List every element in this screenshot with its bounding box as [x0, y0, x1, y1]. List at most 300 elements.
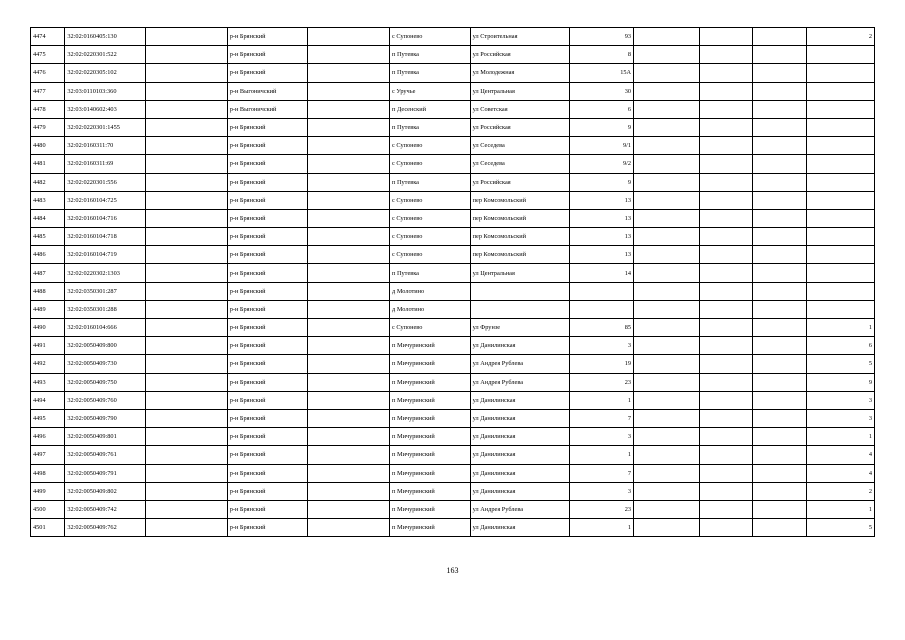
empty-cell [753, 428, 807, 446]
table-row [31, 191, 875, 209]
empty-cell [146, 46, 228, 64]
empty-cell [753, 137, 807, 155]
empty-cell [634, 428, 700, 446]
street-cell: ул Центральная [470, 264, 569, 282]
street-cell [470, 282, 569, 300]
empty-cell [308, 137, 390, 155]
apartment-number-cell [807, 64, 875, 82]
empty-cell [699, 191, 753, 209]
empty-cell [753, 319, 807, 337]
apartment-number-cell: 3 [807, 391, 875, 409]
locality-cell: п Путевка [390, 264, 471, 282]
street-cell: ул Российская [470, 46, 569, 64]
apartment-number-cell: 6 [807, 337, 875, 355]
table-row [31, 209, 875, 227]
empty-cell [634, 300, 700, 318]
street-cell: ул Фрунзе [470, 319, 569, 337]
cadastral-number-cell: 32:02:0050409:790 [65, 409, 146, 427]
empty-cell [308, 409, 390, 427]
street-cell: ул Данилинская [470, 337, 569, 355]
empty-cell [308, 519, 390, 537]
empty-cell [634, 155, 700, 173]
district-cell: р-н Брянский [227, 64, 308, 82]
apartment-number-cell: 9 [807, 373, 875, 391]
empty-cell [699, 391, 753, 409]
house-number-cell: 14 [569, 264, 634, 282]
table-row [31, 100, 875, 118]
cadastral-number-cell: 32:02:0050409:761 [65, 446, 146, 464]
row-number-cell: 4493 [31, 373, 65, 391]
empty-cell [308, 446, 390, 464]
locality-cell: с Супонево [390, 246, 471, 264]
apartment-number-cell: 1 [807, 319, 875, 337]
empty-cell [308, 319, 390, 337]
row-number-cell: 4481 [31, 155, 65, 173]
empty-cell [753, 64, 807, 82]
cadastral-number-cell: 32:02:0050409:750 [65, 373, 146, 391]
locality-cell: с Супонево [390, 209, 471, 227]
apartment-number-cell [807, 246, 875, 264]
cadastral-number-cell: 32:02:0220305:102 [65, 64, 146, 82]
locality-cell: п Мичуринский [390, 446, 471, 464]
locality-cell: п Мичуринский [390, 337, 471, 355]
apartment-number-cell [807, 209, 875, 227]
district-cell: р-н Брянский [227, 209, 308, 227]
district-cell: р-н Брянский [227, 446, 308, 464]
house-number-cell: 13 [569, 228, 634, 246]
cadastral-number-cell: 32:02:0050409:762 [65, 519, 146, 537]
empty-cell [308, 500, 390, 518]
empty-cell [753, 519, 807, 537]
locality-cell: с Супонево [390, 28, 471, 46]
empty-cell [634, 228, 700, 246]
empty-cell [699, 300, 753, 318]
cadastral-number-cell: 32:02:0050409:730 [65, 355, 146, 373]
empty-cell [634, 391, 700, 409]
cadastral-number-cell: 32:02:0160104:725 [65, 191, 146, 209]
empty-cell [634, 446, 700, 464]
street-cell: ул Данилинская [470, 464, 569, 482]
apartment-number-cell [807, 191, 875, 209]
empty-cell [699, 46, 753, 64]
house-number-cell: 23 [569, 373, 634, 391]
row-number-cell: 4488 [31, 282, 65, 300]
apartment-number-cell [807, 155, 875, 173]
empty-cell [753, 391, 807, 409]
house-number-cell: 85 [569, 319, 634, 337]
empty-cell [634, 246, 700, 264]
street-cell: ул Данилинская [470, 409, 569, 427]
empty-cell [634, 209, 700, 227]
district-cell: р-н Брянский [227, 409, 308, 427]
table-row [31, 173, 875, 191]
apartment-number-cell: 2 [807, 482, 875, 500]
cadastral-number-cell: 32:03:0110103:360 [65, 82, 146, 100]
table-body [31, 28, 875, 537]
street-cell: ул Сеседева [470, 137, 569, 155]
table-row [31, 118, 875, 136]
empty-cell [146, 391, 228, 409]
locality-cell: п Мичуринский [390, 464, 471, 482]
empty-cell [146, 464, 228, 482]
row-number-cell: 4498 [31, 464, 65, 482]
house-number-cell: 8 [569, 46, 634, 64]
apartment-number-cell: 5 [807, 355, 875, 373]
row-number-cell: 4479 [31, 118, 65, 136]
registry-table [30, 27, 875, 537]
street-cell: пер Комсомольский [470, 228, 569, 246]
empty-cell [308, 373, 390, 391]
row-number-cell: 4495 [31, 409, 65, 427]
empty-cell [634, 337, 700, 355]
empty-cell [634, 137, 700, 155]
locality-cell: п Мичуринский [390, 519, 471, 537]
street-cell: ул Российская [470, 118, 569, 136]
apartment-number-cell: 4 [807, 464, 875, 482]
empty-cell [146, 500, 228, 518]
house-number-cell: 6 [569, 100, 634, 118]
district-cell: р-н Брянский [227, 191, 308, 209]
empty-cell [699, 409, 753, 427]
house-number-cell: 3 [569, 337, 634, 355]
table-row [31, 64, 875, 82]
row-number-cell: 4483 [31, 191, 65, 209]
house-number-cell: 23 [569, 500, 634, 518]
row-number-cell: 4489 [31, 300, 65, 318]
empty-cell [308, 209, 390, 227]
house-number-cell: 15А [569, 64, 634, 82]
empty-cell [634, 482, 700, 500]
empty-cell [699, 173, 753, 191]
table-row [31, 264, 875, 282]
locality-cell: п Мичуринский [390, 409, 471, 427]
empty-cell [699, 28, 753, 46]
apartment-number-cell [807, 228, 875, 246]
district-cell: р-н Брянский [227, 282, 308, 300]
house-number-cell: 13 [569, 209, 634, 227]
district-cell: р-н Брянский [227, 300, 308, 318]
empty-cell [753, 300, 807, 318]
house-number-cell [569, 300, 634, 318]
house-number-cell: 1 [569, 391, 634, 409]
empty-cell [634, 100, 700, 118]
apartment-number-cell: 1 [807, 428, 875, 446]
district-cell: р-н Брянский [227, 355, 308, 373]
table-row [31, 228, 875, 246]
empty-cell [308, 337, 390, 355]
empty-cell [699, 482, 753, 500]
row-number-cell: 4500 [31, 500, 65, 518]
empty-cell [308, 46, 390, 64]
street-cell: ул Андрея Рублева [470, 500, 569, 518]
empty-cell [753, 355, 807, 373]
empty-cell [753, 446, 807, 464]
locality-cell: п Мичуринский [390, 373, 471, 391]
cadastral-number-cell: 32:02:0050409:791 [65, 464, 146, 482]
empty-cell [753, 28, 807, 46]
district-cell: р-н Выгоничский [227, 82, 308, 100]
street-cell [470, 300, 569, 318]
empty-cell [699, 100, 753, 118]
empty-cell [699, 264, 753, 282]
empty-cell [699, 428, 753, 446]
empty-cell [146, 446, 228, 464]
street-cell: ул Данилинская [470, 446, 569, 464]
empty-cell [634, 409, 700, 427]
empty-cell [699, 446, 753, 464]
empty-cell [146, 191, 228, 209]
apartment-number-cell [807, 137, 875, 155]
empty-cell [308, 118, 390, 136]
cadastral-number-cell: 32:02:0160104:718 [65, 228, 146, 246]
empty-cell [753, 173, 807, 191]
district-cell: р-н Брянский [227, 246, 308, 264]
apartment-number-cell [807, 100, 875, 118]
empty-cell [753, 118, 807, 136]
empty-cell [146, 209, 228, 227]
empty-cell [634, 118, 700, 136]
row-number-cell: 4494 [31, 391, 65, 409]
cadastral-number-cell: 32:02:0160311:70 [65, 137, 146, 155]
empty-cell [699, 337, 753, 355]
table-row [31, 82, 875, 100]
district-cell: р-н Брянский [227, 519, 308, 537]
empty-cell [634, 464, 700, 482]
empty-cell [699, 82, 753, 100]
empty-cell [146, 428, 228, 446]
empty-cell [146, 409, 228, 427]
empty-cell [146, 155, 228, 173]
cadastral-number-cell: 32:02:0350301:287 [65, 282, 146, 300]
street-cell: ул Андрея Рублева [470, 355, 569, 373]
locality-cell: п Путевка [390, 173, 471, 191]
district-cell: р-н Брянский [227, 118, 308, 136]
empty-cell [634, 28, 700, 46]
apartment-number-cell: 5 [807, 519, 875, 537]
apartment-number-cell [807, 118, 875, 136]
table-row [31, 46, 875, 64]
empty-cell [146, 118, 228, 136]
table-row [31, 282, 875, 300]
house-number-cell: 9 [569, 173, 634, 191]
row-number-cell: 4478 [31, 100, 65, 118]
apartment-number-cell [807, 82, 875, 100]
empty-cell [308, 282, 390, 300]
locality-cell: п Мичуринский [390, 500, 471, 518]
street-cell: пер Комсомольский [470, 191, 569, 209]
empty-cell [308, 191, 390, 209]
apartment-number-cell [807, 300, 875, 318]
house-number-cell: 93 [569, 28, 634, 46]
row-number-cell: 4490 [31, 319, 65, 337]
locality-cell: с Супонево [390, 319, 471, 337]
empty-cell [634, 46, 700, 64]
empty-cell [753, 464, 807, 482]
district-cell: р-н Брянский [227, 500, 308, 518]
table-row [31, 355, 875, 373]
empty-cell [308, 228, 390, 246]
empty-cell [753, 191, 807, 209]
empty-cell [308, 82, 390, 100]
table-row [31, 300, 875, 318]
street-cell: ул Данилинская [470, 391, 569, 409]
table-row [31, 373, 875, 391]
empty-cell [699, 155, 753, 173]
locality-cell: с Супонево [390, 155, 471, 173]
empty-cell [308, 246, 390, 264]
locality-cell: с Супонево [390, 228, 471, 246]
empty-cell [753, 228, 807, 246]
district-cell: р-н Брянский [227, 264, 308, 282]
empty-cell [308, 64, 390, 82]
empty-cell [308, 464, 390, 482]
cadastral-number-cell: 32:02:0160405:130 [65, 28, 146, 46]
empty-cell [308, 355, 390, 373]
empty-cell [634, 264, 700, 282]
row-number-cell: 4480 [31, 137, 65, 155]
district-cell: р-н Брянский [227, 391, 308, 409]
apartment-number-cell: 2 [807, 28, 875, 46]
table-row [31, 519, 875, 537]
empty-cell [308, 428, 390, 446]
empty-cell [308, 482, 390, 500]
row-number-cell: 4475 [31, 46, 65, 64]
locality-cell: п Мичуринский [390, 355, 471, 373]
table-row [31, 482, 875, 500]
street-cell: ул Советская [470, 100, 569, 118]
empty-cell [146, 28, 228, 46]
house-number-cell [569, 282, 634, 300]
empty-cell [146, 300, 228, 318]
street-cell: пер Комсомольский [470, 246, 569, 264]
apartment-number-cell [807, 282, 875, 300]
empty-cell [308, 155, 390, 173]
house-number-cell: 9 [569, 118, 634, 136]
empty-cell [146, 64, 228, 82]
cadastral-number-cell: 32:02:0160104:666 [65, 319, 146, 337]
house-number-cell: 1 [569, 446, 634, 464]
apartment-number-cell: 3 [807, 409, 875, 427]
row-number-cell: 4499 [31, 482, 65, 500]
apartment-number-cell [807, 173, 875, 191]
cadastral-number-cell: 32:02:0050409:742 [65, 500, 146, 518]
apartment-number-cell: 1 [807, 500, 875, 518]
street-cell: ул Данилинская [470, 519, 569, 537]
locality-cell: п Путевка [390, 118, 471, 136]
street-cell: ул Данилинская [470, 482, 569, 500]
empty-cell [634, 191, 700, 209]
table-row [31, 246, 875, 264]
empty-cell [699, 137, 753, 155]
cadastral-number-cell: 32:02:0220301:1455 [65, 118, 146, 136]
district-cell: р-н Брянский [227, 46, 308, 64]
empty-cell [699, 500, 753, 518]
empty-cell [146, 337, 228, 355]
house-number-cell: 9/2 [569, 155, 634, 173]
locality-cell: п Путевка [390, 46, 471, 64]
street-cell: ул Сеседева [470, 155, 569, 173]
cadastral-number-cell: 32:02:0350301:288 [65, 300, 146, 318]
empty-cell [146, 137, 228, 155]
district-cell: р-н Брянский [227, 464, 308, 482]
table-row [31, 446, 875, 464]
row-number-cell: 4477 [31, 82, 65, 100]
empty-cell [753, 82, 807, 100]
empty-cell [699, 246, 753, 264]
cadastral-number-cell: 32:02:0050409:800 [65, 337, 146, 355]
table-row [31, 409, 875, 427]
table-row [31, 137, 875, 155]
street-cell: ул Российская [470, 173, 569, 191]
house-number-cell: 7 [569, 409, 634, 427]
table-row [31, 500, 875, 518]
apartment-number-cell [807, 264, 875, 282]
house-number-cell: 13 [569, 191, 634, 209]
empty-cell [753, 409, 807, 427]
empty-cell [146, 100, 228, 118]
empty-cell [634, 519, 700, 537]
empty-cell [308, 264, 390, 282]
district-cell: р-н Брянский [227, 428, 308, 446]
locality-cell: п Путевка [390, 64, 471, 82]
empty-cell [634, 319, 700, 337]
district-cell: р-н Брянский [227, 137, 308, 155]
cadastral-number-cell: 32:02:0050409:760 [65, 391, 146, 409]
empty-cell [699, 519, 753, 537]
house-number-cell: 3 [569, 482, 634, 500]
empty-cell [753, 373, 807, 391]
street-cell: ул Данилинская [470, 428, 569, 446]
empty-cell [146, 228, 228, 246]
locality-cell: п Мичуринский [390, 391, 471, 409]
empty-cell [634, 64, 700, 82]
empty-cell [753, 264, 807, 282]
row-number-cell: 4496 [31, 428, 65, 446]
locality-cell: п Мичуринский [390, 482, 471, 500]
cadastral-number-cell: 32:03:0140602:403 [65, 100, 146, 118]
locality-cell: с Супонево [390, 137, 471, 155]
empty-cell [146, 173, 228, 191]
apartment-number-cell [807, 46, 875, 64]
empty-cell [634, 173, 700, 191]
table-row [31, 428, 875, 446]
empty-cell [146, 282, 228, 300]
row-number-cell: 4501 [31, 519, 65, 537]
empty-cell [753, 337, 807, 355]
empty-cell [634, 373, 700, 391]
page-number: 163 [446, 566, 459, 575]
empty-cell [699, 319, 753, 337]
empty-cell [146, 246, 228, 264]
street-cell: пер Комсомольский [470, 209, 569, 227]
cadastral-number-cell: 32:02:0050409:801 [65, 428, 146, 446]
empty-cell [308, 28, 390, 46]
cadastral-number-cell: 32:02:0220302:1303 [65, 264, 146, 282]
house-number-cell: 9/1 [569, 137, 634, 155]
row-number-cell: 4497 [31, 446, 65, 464]
empty-cell [308, 300, 390, 318]
house-number-cell: 19 [569, 355, 634, 373]
locality-cell: с Супонево [390, 191, 471, 209]
district-cell: р-н Брянский [227, 28, 308, 46]
district-cell: р-н Брянский [227, 155, 308, 173]
house-number-cell: 1 [569, 519, 634, 537]
district-cell: р-н Брянский [227, 173, 308, 191]
empty-cell [753, 100, 807, 118]
street-cell: ул Молодежная [470, 64, 569, 82]
row-number-cell: 4482 [31, 173, 65, 191]
district-cell: р-н Брянский [227, 228, 308, 246]
